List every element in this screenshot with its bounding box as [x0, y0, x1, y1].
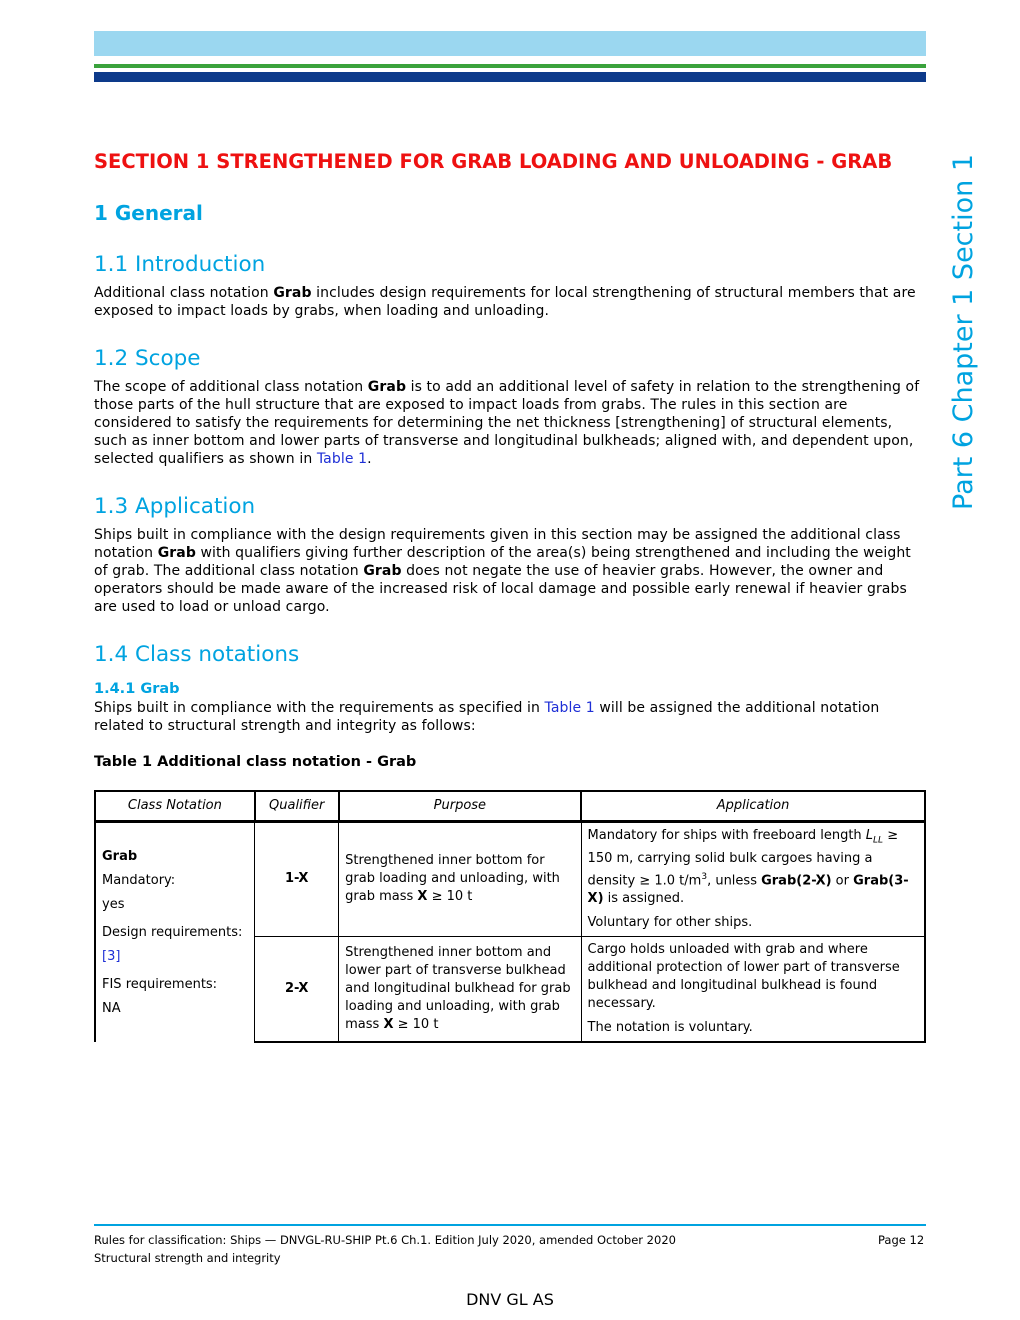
heading-grab: 1.4.1 Grab: [94, 681, 180, 697]
column-header-purpose: Purpose: [339, 791, 581, 822]
footer-rules-title: Rules for classification: Ships — DNVGL-RU-SHIP Pt.6 Ch.1. Edition July 2020, amended October 2020: [94, 1233, 676, 1247]
class-notation-table: [94, 790, 926, 1043]
header-band-green: [94, 64, 926, 68]
paragraph-class-notations: Ships built in compliance with the requirements as specified in Table 1 will be assigned the additional notation related to structural strength and integrity as follows:: [94, 700, 880, 734]
notation-name: Grab: [102, 848, 138, 864]
page-number: Page 12: [878, 1233, 925, 1247]
qualifier-cell: 1-X: [255, 822, 339, 937]
fis-requirements-value: NA: [102, 1000, 121, 1016]
paragraph-introduction: Additional class notation Grab includes design requirements for local strengthening of structural members that are exposed to impact loads by grabs, when loading and unloading.: [94, 285, 916, 319]
column-header-qualifier: Qualifier: [255, 791, 339, 822]
column-header-application: Application: [581, 791, 925, 822]
paragraph-application: Ships built in compliance with the design requirements given in this section may be assigned the additional class notation Grab with qualifiers giving further description of the area(s) being strengthened and including the weight of grab. The additional class notation Grab does not negate the use of heavier grabs. However, the owner and operators should be made aware of the increased risk of local damage and possible early renewal if heavier grabs are used to load or unload cargo.: [94, 527, 911, 615]
heading-class-notations: 1.4 Class notations: [94, 642, 300, 667]
fis-requirements-label: FIS requirements:: [102, 976, 218, 992]
purpose-cell: Strengthened inner bottom for grab loading and unloading, with grab mass X ≥ 10 t: [339, 822, 581, 937]
footer-divider: [94, 1224, 926, 1226]
mandatory-value: yes: [102, 896, 125, 912]
section-title: SECTION 1 STRENGTHENED FOR GRAB LOADING AND UNLOADING - GRAB: [94, 150, 893, 173]
application-cell: Cargo holds unloaded with grab and where additional protection of lower part of transverse bulkhead and longitudinal bulkhead is found necessary. The notation is voluntary.: [581, 936, 925, 1042]
footer-subtitle: Structural strength and integrity: [94, 1251, 281, 1265]
design-requirements-link[interactable]: [3]: [102, 948, 121, 964]
header-band-light: [94, 31, 926, 56]
column-header-class-notation: Class Notation: [95, 791, 255, 822]
heading-application: 1.3 Application: [94, 494, 256, 519]
footer-text: [94, 1231, 676, 1267]
purpose-cell: Strengthened inner bottom and lower part of transverse bulkhead and longitudinal bulkhead for grab loading and unloading, with grab mass X ≥ 10 t: [339, 936, 581, 1042]
page-content: [94, 150, 926, 1043]
mandatory-label: Mandatory:: [102, 872, 176, 888]
class-notation-cell: [95, 822, 255, 1043]
company-name: DNV GL AS: [466, 1290, 554, 1309]
table-row: [95, 822, 925, 937]
table-caption: Table 1 Additional class notation - Grab: [94, 754, 417, 770]
paragraph-scope: The scope of additional class notation Grab is to add an additional level of safety in relation to the strengthening of those parts of the hull structure that are exposed to impact loads from grabs. The rules in this section are considered to satisfy the requirements for determining the net thickness [strengthening] of structural elements, such as inner bottom and lower parts of transverse and longitudinal bulkheads; aligned with, and dependent upon, selected qualifiers as shown in Table 1.: [94, 379, 920, 467]
heading-scope: 1.2 Scope: [94, 346, 201, 371]
table-1-link[interactable]: Table 1: [316, 451, 368, 467]
heading-introduction: 1.1 Introduction: [94, 252, 266, 277]
header-band-navy: [94, 72, 926, 82]
design-requirements-label: Design requirements:: [102, 924, 243, 940]
side-part-label: Part 6 Chapter 1 Section 1: [948, 153, 979, 510]
heading-general: 1 General: [94, 201, 203, 225]
application-cell: Mandatory for ships with freeboard length $L_{LL} \ge 150$ m, carrying solid bulk cargoes having a density ≥ 1.0 $t/m^3$, unless Grab(2-X) or Grab(3-X) is assigned. Voluntary for other ships.: [581, 822, 925, 937]
table-1-link[interactable]: Table 1: [544, 700, 595, 716]
qualifier-cell: 2-X: [255, 936, 339, 1042]
